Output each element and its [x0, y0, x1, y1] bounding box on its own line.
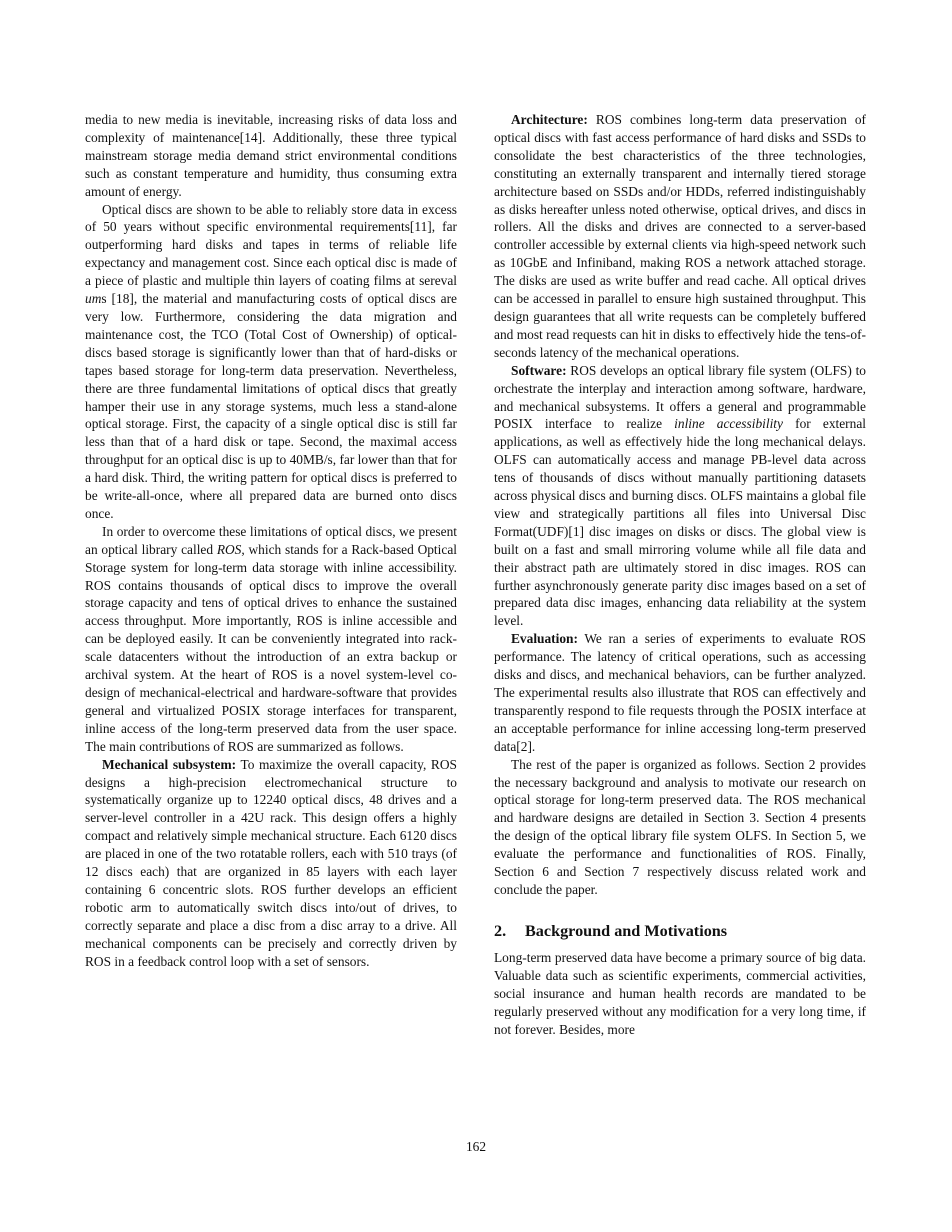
unit-italic: um [85, 291, 102, 307]
paragraph-software: Software: ROS develops an optical library file system (OLFS) to orchestrate the interplay and interaction among software, hardware, and mechanical subsystems. It offers a general and programmable POSIX interface to realize inline accessibility for external applications, as well as effectively hide the long mechanical delays. OLFS can automatically access and manage PB-level data across tens of thousands of discs without manually partitioning datasets across physical discs and burning discs. OLFS maintains a global file view and strategically partitions all files into Universal Disc Format(UDF)[1] disc images on disks or discs. The global view is built on a fast and small mirroring volume while all file data and their abstract path are ultimately stored in disc images. ROS can further asynchronously generate parity disc images based on a set of prepared data disc images, enhancing data reliability at the system level. [494, 362, 866, 629]
section-heading [494, 921, 866, 941]
paragraph-mechanical-subsystem: Mechanical subsystem: To maximize the overall capacity, ROS designs a high-precision electromechanical structure to systematically organize up to 12240 optical discs, 48 drives and a server-level controller in a 42U rack. This design offers a highly compact and relatively simple mechanical structure. Each 6120 discs are placed in one of the two rotatable rollers, each with 510 trays (of 12 discs each) that are organized in 85 layers with each layer containing 6 concentric slots. ROS further develops an efficient robotic arm to automatically switch discs into/out of drives, to correctly separate and place a disc from a disc array to a drive. All mechanical components can be precisely and correctly driven by ROS in a feedback control loop with a set of sensors. [85, 756, 457, 969]
paragraph: Long-term preserved data have become a primary source of big data. Valuable data such as scientific experiments, commercial activities, social insurance and human health records are mandated to be regularly preserved without any modification for a very long time, if not forever. Besides, more [494, 949, 866, 1037]
run-in-heading: Evaluation: [511, 631, 578, 647]
page-number: 162 [465, 1139, 487, 1154]
run-in-heading: Software: [511, 362, 567, 378]
section-title: Background and Motivations [525, 921, 728, 940]
left-column [85, 111, 457, 971]
ros-italic: ROS [216, 541, 242, 557]
paragraph: Optical discs are shown to be able to reliably store data in excess of 50 years without specific environmental requirements[11], far outperforming hard disks and tapes in terms of reliable life expectancy and management cost. Since each optical disc is made of a piece of plastic and multiple thin layers of coating films at sereval ums [18], the material and manufacturing costs of optical discs are very low. Furthermore, considering the data migration and maintenance cost, the TCO (Total Cost of Ownership) of optical-discs based storage is significantly lower than that of hard-disks or tapes based storage for long-term data preservation. Nevertheless, there are three fundamental limitations of optical discs that greatly hamper their use in any storage systems, much less a stand-alone optical storage. First, the capacity of a single optical disc is still far less than that of a hard disk or tape. Second, the maximal access throughput for an optical disc is up to 40MB/s, far lower than that for a hard disk. Third, the writing pattern for optical discs is preferred to be write-all-once, where all prepared data are burned onto discs once. [85, 201, 457, 521]
paragraph: In order to overcome these limitations of optical discs, we present an optical library called ROS, which stands for a Rack-based Optical Storage system for long-term data storage with inline accessibility. ROS contains thousands of optical discs to improve the overall storage capacity and tens of optical drives to enhance the sustained access throughput. More importantly, ROS is inline accessible and can be deployed easily. It can be conveniently integrated into rack-scale datacenters without the introduction of an extra backup or archival system. At the heart of ROS is a novel system-level co-design of mechanical-electrical and hardware-software that provides general and virtualized POSIX storage interfaces for transparent, inline access of the long-term preserved data from the user space. The main contributions of ROS are summarized as follows. [85, 523, 457, 754]
paragraph-evaluation: Evaluation: We ran a series of experiments to evaluate ROS performance. The latency of critical operations, such as accessing disks and discs, and mechanical behaviors, can be further analyzed. The experimental results also illustrate that ROS can effectively and transparently respond to file requests through the POSIX interface at an acceptable performance for inline accessing long-term preserved data[2]. [494, 631, 866, 754]
paragraph: The rest of the paper is organized as follows. Section 2 provides the necessary background and analysis to motivate our research on optical storage for long-term preserved data. The ROS mechanical and hardware designs are detailed in Section 3. Section 4 presents the design of the optical library file system OLFS. In Section 5, we evaluate the performance and functionalities of ROS. Finally, Section 6 and Section 7 respectively discuss related work and conclude the paper. [494, 756, 866, 897]
paragraph-architecture: Architecture: ROS combines long-term data preservation of optical discs with fast access performance of hard disks and SSDs to consolidate the best characteristics of the three technologies, constituting an externally transparent and internally tiered storage architecture based on SSDs and/or HDDs, referred indistinguishably as disks hereafter unless noted otherwise, optical drives, and discs in rollers. All the disks and drives are connected to a server-based controller accessible by external clients via high-speed network such as 10GbE and Infiniband, making ROS a network attached storage. The disks are used as write buffer and read cache. All optical drives can be accessed in parallel to ensure high sustained throughput. This design guarantees that all write requests can be completely buffered and most read requests can hit in disks to effectively hide the tens-of-seconds latency of the mechanical operations. [494, 112, 866, 360]
section-number: 2. [494, 921, 507, 940]
paragraph: media to new media is inevitable, increasing risks of data loss and complexity of maintenance[14]. Additionally, these three typical mainstream storage media demand strict environmental conditions such as constant temperature and humidity, thus consuming extra amount of energy. [85, 112, 457, 199]
run-in-heading: Architecture: [511, 112, 588, 127]
run-in-heading: Mechanical subsystem: [102, 756, 237, 772]
right-column [494, 111, 866, 1038]
inline-accessibility-italic: inline accessibility [674, 416, 783, 432]
